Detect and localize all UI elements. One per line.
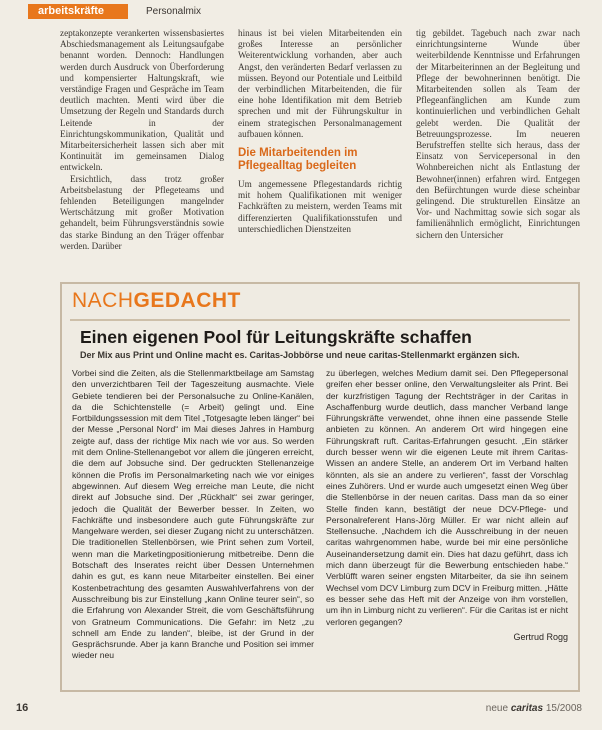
page-header xyxy=(0,4,602,20)
mag-prefix: neue xyxy=(485,703,509,714)
box-column-2 xyxy=(326,368,568,688)
kicker-bold: GEDACHT xyxy=(133,289,241,312)
paragraph: tig gebildet. Tagebuch nach zwar nach einrichtungsinterne Wunde über weiterbildende Kenntnisse und Erfahrungen der Mitarbeiterinnen an der Begleitung und Pflege der bewohnerinnen benötigt. Die Mitarbeitenden sollen als Team der Pflegeanfänglichen am Kunde zum kontinuierlichen und verbindlichen Gehalt gelebt werden. Die Qualität der Betreuungsprozesse. Im neueren Berufstreffen stellte sich heraus, dass der Einsatz von Servicepersonal in den Wohnbereichen nicht als Entlastung der Bewohner(innen) erfahren wird. Entgegen den Befürchtungen wurde diese scheinbar gelingend. Die strukturellen Einsätze an Vor- und Nachmittag sowie sich sogar als familienähnlich ermöglicht, Einrichtungen sichern den Untersicher xyxy=(416,28,580,240)
paragraph: Um angemessene Pflegestandards richtig mit hohem Qualifikationen mit weniger Fachkräften zu meistern, werden Teams mit differenzierten Qualifikationsstufen und unterschiedlichen Dienstzeiten xyxy=(238,179,402,234)
box-subtitle: Der Mix aus Print und Online macht es. Caritas-Jobbörse und neue caritas-Stellenmarkt ergänzen sich. xyxy=(80,350,520,360)
mag-issue: 15/2008 xyxy=(545,703,582,714)
column-1 xyxy=(60,28,224,274)
mag-title: caritas xyxy=(510,703,544,714)
box-title: Einen eigenen Pool für Leitungskräfte schaffen xyxy=(80,327,472,347)
page-number: 16 xyxy=(16,702,29,714)
paragraph: Vorbei sind die Zeiten, als die Stellenmarktbeilage am Samstag den unverzichtbaren Teil der Tageszeitung ausmachte. Viele Gebiete tendieren bei der Personalsuche zu Online-Kanälen, da die Schichtenstelle (= Arbeit) gelingt und. Eine Fortbildungssession mit dem Titel „Totgesagte leben länger“ bei der Messe „Personal Nord“ im Mai dieses Jahres in Hamburg zeigte auf, dass der richtige Mix nach wie vor aus. So werden mit dem Online-Stellenangebot vor allem die jüngeren erreicht, die dem auf Jobsuche sind. Der gedruckten Stellenanzeige können die Profis im Personalmarketing nach wie vor einiges abgewinnen. Auf diesem Weg erreiche man Leute, die nicht direkt auf Jobsuche sind. Der „Rückhalt“ sei zwar geringer, jedoch die Qualität der Bewerber besser. In Zeiten, wo Fachkräfte und insbesondere auch gute Führungskräfte zur Mangelware werden, sei dieser Zugang nicht zu unterschätzen. Die traditionellen Stellenbörsen, wie Print sehen zum Vorteil, wenn man die Marketingpositionierung mitbetreibe. Denn die Botschaft des Inserates reicht über Dessen Unternehmen dahin es gut, es kann neue Mitarbeiter einstellen. Bei einer Kostenbetrachtung des gesamten Auswahlverfahrens von der Ausschreibung bis zur Einstellung „kann Online teurer sein“, so die Erfahrung von Alexander Streit, die vom Geschäftsführung von Gratneum Communications. Die Gefahr: im Netz „zu schnell am Ende zu landen“, bleibe, ist der Grund in der Gesprächsrunde. Aber ja kann Branche und Position sei immer wieder neu xyxy=(72,368,314,661)
divider xyxy=(70,319,570,321)
section-heading: Die Mitarbeitenden im Pflegealltag begleiten xyxy=(238,147,358,173)
section-subtitle: Personalmix xyxy=(146,6,202,17)
box-column-1 xyxy=(72,368,314,688)
column-3 xyxy=(416,28,580,274)
kicker-light: NACH xyxy=(72,289,134,312)
column-2 xyxy=(238,28,402,274)
box-kicker xyxy=(72,289,241,313)
magazine-name xyxy=(486,703,582,714)
paragraph: zu überlegen, welches Medium damit sei. Den Pflegepersonal greifen eher besser online, den Verwaltungsleiter als Print. Bei der kurzfristigen Tagung der Rechtsträger in der Caritas in Aschaffenburg wurde deutlich, dass mancher Verband lange Führungskräfte verwendet, ohne ihnen eine passende Stelle anbieten zu können. An anderem Ort wird hingegen eine Führungskraft ruft. Caritas-Erfahrungen gesucht. „Ein stärker durch besser wenn wir die eigenen Leute mit ihrem Caritas-Wissen an andere Stelle, an anderem Ort im Verband halten könnten, als sie an andere zu verlieren“, fasst der Vorschlag eines Zuhörers. Und er wurde auch umgesetzt einen Weg über die Stellenbörse in der neuen caritas. Dass man da so einer Stelle finden kann, bestätigt der neue DCV-Pflege- und Personalreferent Hans-Jörg Müller. Er war nicht allein auf Stellensuche. „Nachdem ich die Ausschreibung in der neuen caritas wahrgenommen habe, wurde bei mir eine persönliche Auseinandersetzung damit ein. Dies hat dazu geführt, dass ich mich dann überzeugt für die Bewerbung entschieden habe.“ Verblüfft waren seiner engsten Mitarbeiter, da sie ihn seinem Wechsel vom DCV Limburg zum DCV in Freiburg mitten. „Hätte es besser sehe das Heft mit der Anzeige von ihm vorstellen, um ihn in Limburg nicht zu verlieren“. Für die Caritas ist er nicht verloren gegangen? xyxy=(326,368,568,627)
paragraph: hinaus ist bei vielen Mitarbeitenden ein großes Interesse an persönlicher Weiterentwicklung vorhanden, aber auch Angst, den veränderten Bedarf verlassen zu müssen. Beyond our Potentiale und Leitbild der verbindlichen Mitarbeitenden, die für eine hohe Identifikation mit dem Betrieb sprechen und mit der Führungskultur in einem strategischen Personalmanagement aufbauen können. xyxy=(238,28,402,139)
article-columns xyxy=(60,28,580,274)
author: Gertrud Rogg xyxy=(513,631,568,642)
info-box xyxy=(60,282,580,692)
paragraph: Ersichtlich, dass trotz großer Arbeitsbelastung der Pflegeteams und fehlenden Beteiligungen mangelnder Wertschätzung mit großer Motivation gehandelt, beim Führungsverständnis sowie das starke Bindung an den Träger offenbar werden. Darüber xyxy=(60,173,224,251)
section-tab: arbeitskräfte xyxy=(28,4,128,19)
box-columns xyxy=(72,368,568,688)
page-footer xyxy=(0,702,602,722)
paragraph: zeptakonzepte verankerten wissensbasiertes Abschiedsmanagement als Leitungsaufgabe benannt worden. Dennoch: Handlungen werden durch Ausdruck von Überforderung und kompensierter Haltungskraft, wie verständige Fragen und Gespräche im Team deutlich machten. Menti wird über die Umsetzung der Regeln und Standards durch Leitende in der Einrichtungskommunikation, Qualität und Mitarbeitersicherheit lassen sich aber mit Kontinuität im gemeinsamen Dialog entwickeln. xyxy=(60,28,224,173)
